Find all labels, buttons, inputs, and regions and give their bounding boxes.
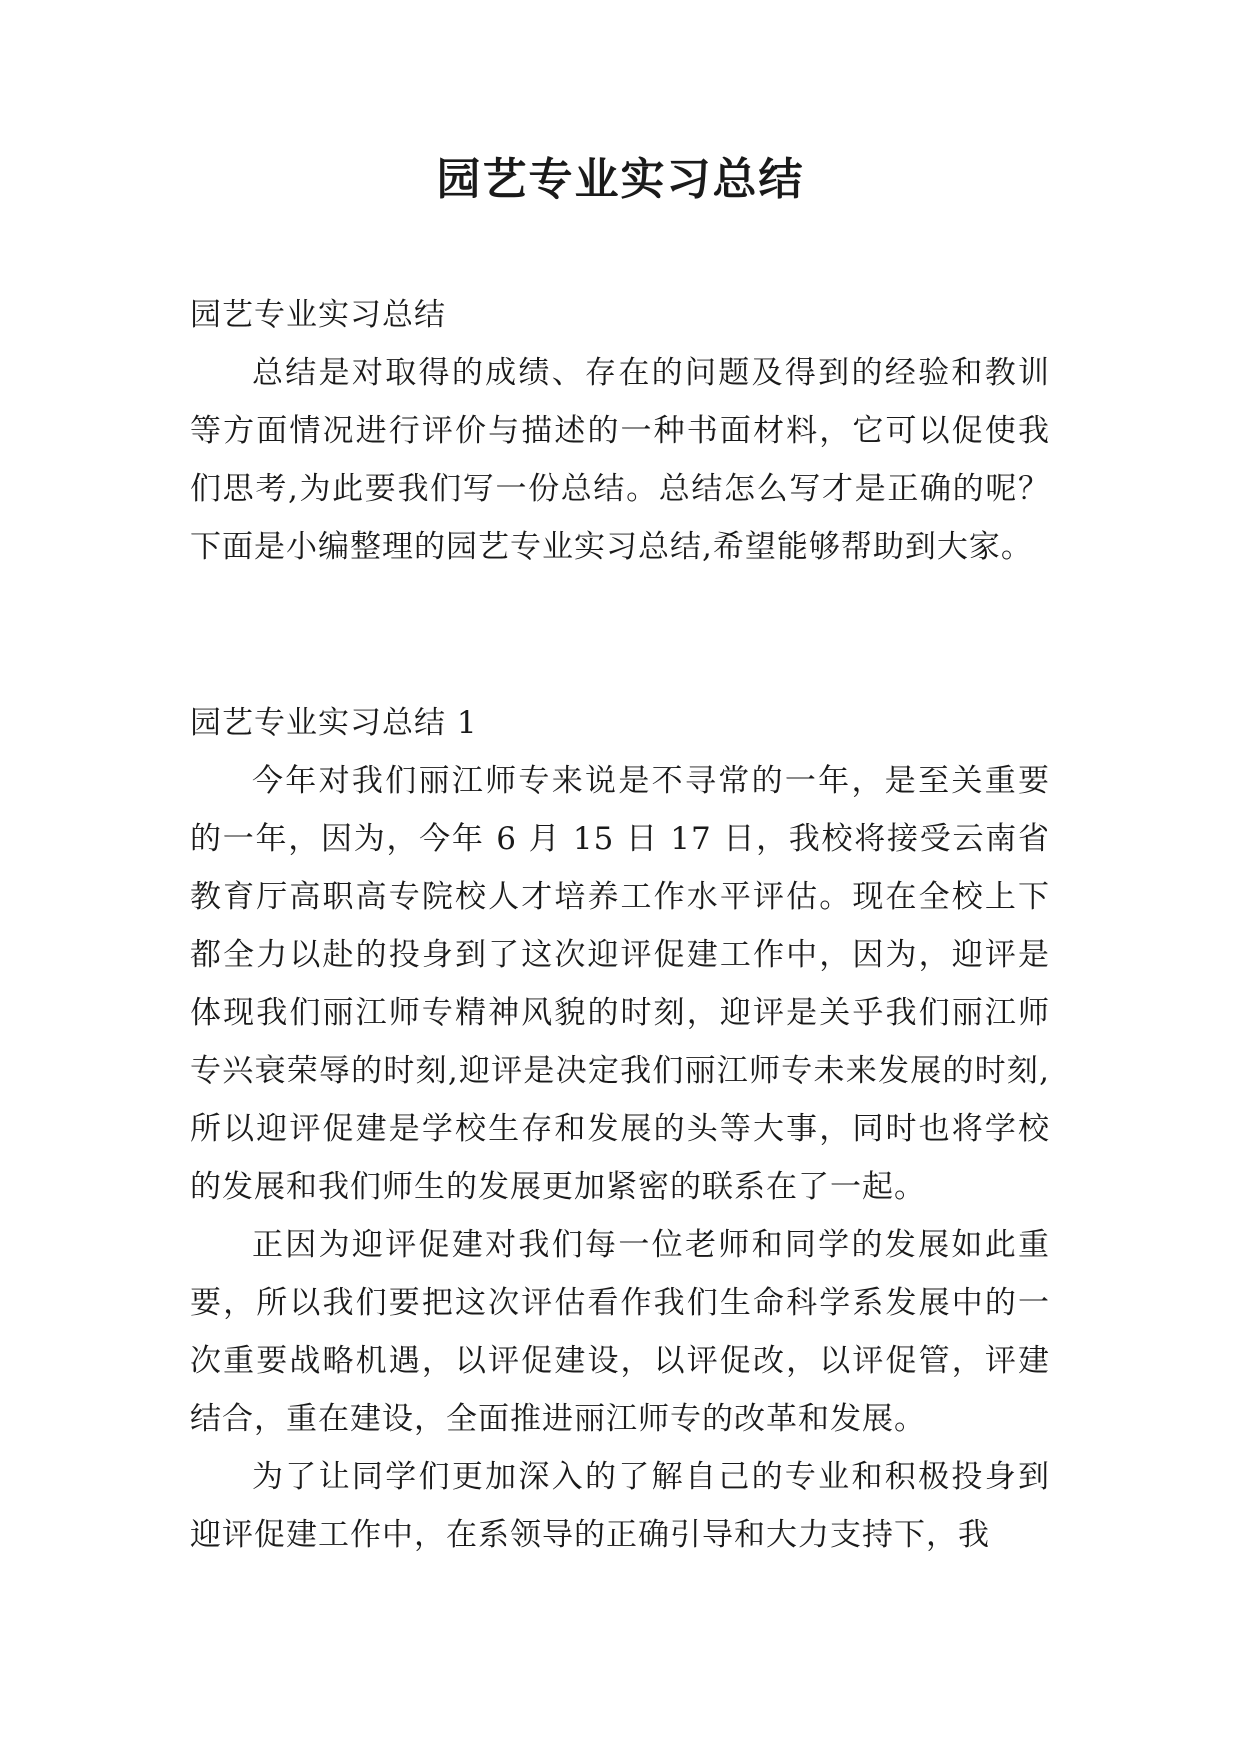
section-1-heading: 园艺专业实习总结 1 [190,705,478,741]
section-1-paragraph-3: 为了让同学们更加深入的了解自己的专业和积极投身到迎评促建工作中，在系领导的正确引导和大力支持下，我 [190,1459,1050,1553]
section-1 [190,694,1050,1564]
intro-heading: 园艺专业实习总结 [190,297,446,333]
intro-paragraph: 总结是对取得的成绩、存在的问题及得到的经验和教训等方面情况进行评价与描述的一种书面材料，它可以促使我们思考,为此要我们写一份总结。总结怎么写才是正确的呢？下面是小编整理的园艺专业实习总结,希望能够帮助到大家。 [190,355,1050,565]
section-1-paragraph-2: 正因为迎评促建对我们每一位老师和同学的发展如此重要，所以我们要把这次评估看作我们生命科学系发展中的一次重要战略机遇，以评促建设，以评促改，以评促管，评建结合，重在建设，全面推进丽江师专的改革和发展。 [190,1227,1050,1437]
section-1-paragraph-1: 今年对我们丽江师专来说是不寻常的一年，是至关重要的一年，因为，今年 6 月 15 日 17 日，我校将接受云南省教育厅高职高专院校人才培养工作水平评估。现在全校上下都全力以赴的投身到了这次迎评促建工作中，因为，迎评是体现我们丽江师专精神风貌的时刻，迎评是关乎我们丽江师专兴衰荣辱的时刻,迎评是决定我们丽江师专未来发展的时刻,所以迎评促建是学校生存和发展的头等大事，同时也将学校的发展和我们师生的发展更加紧密的联系在了一起。 [190,763,1050,1205]
intro-section [190,286,1050,576]
document-title: 园艺专业实习总结 [436,154,805,205]
